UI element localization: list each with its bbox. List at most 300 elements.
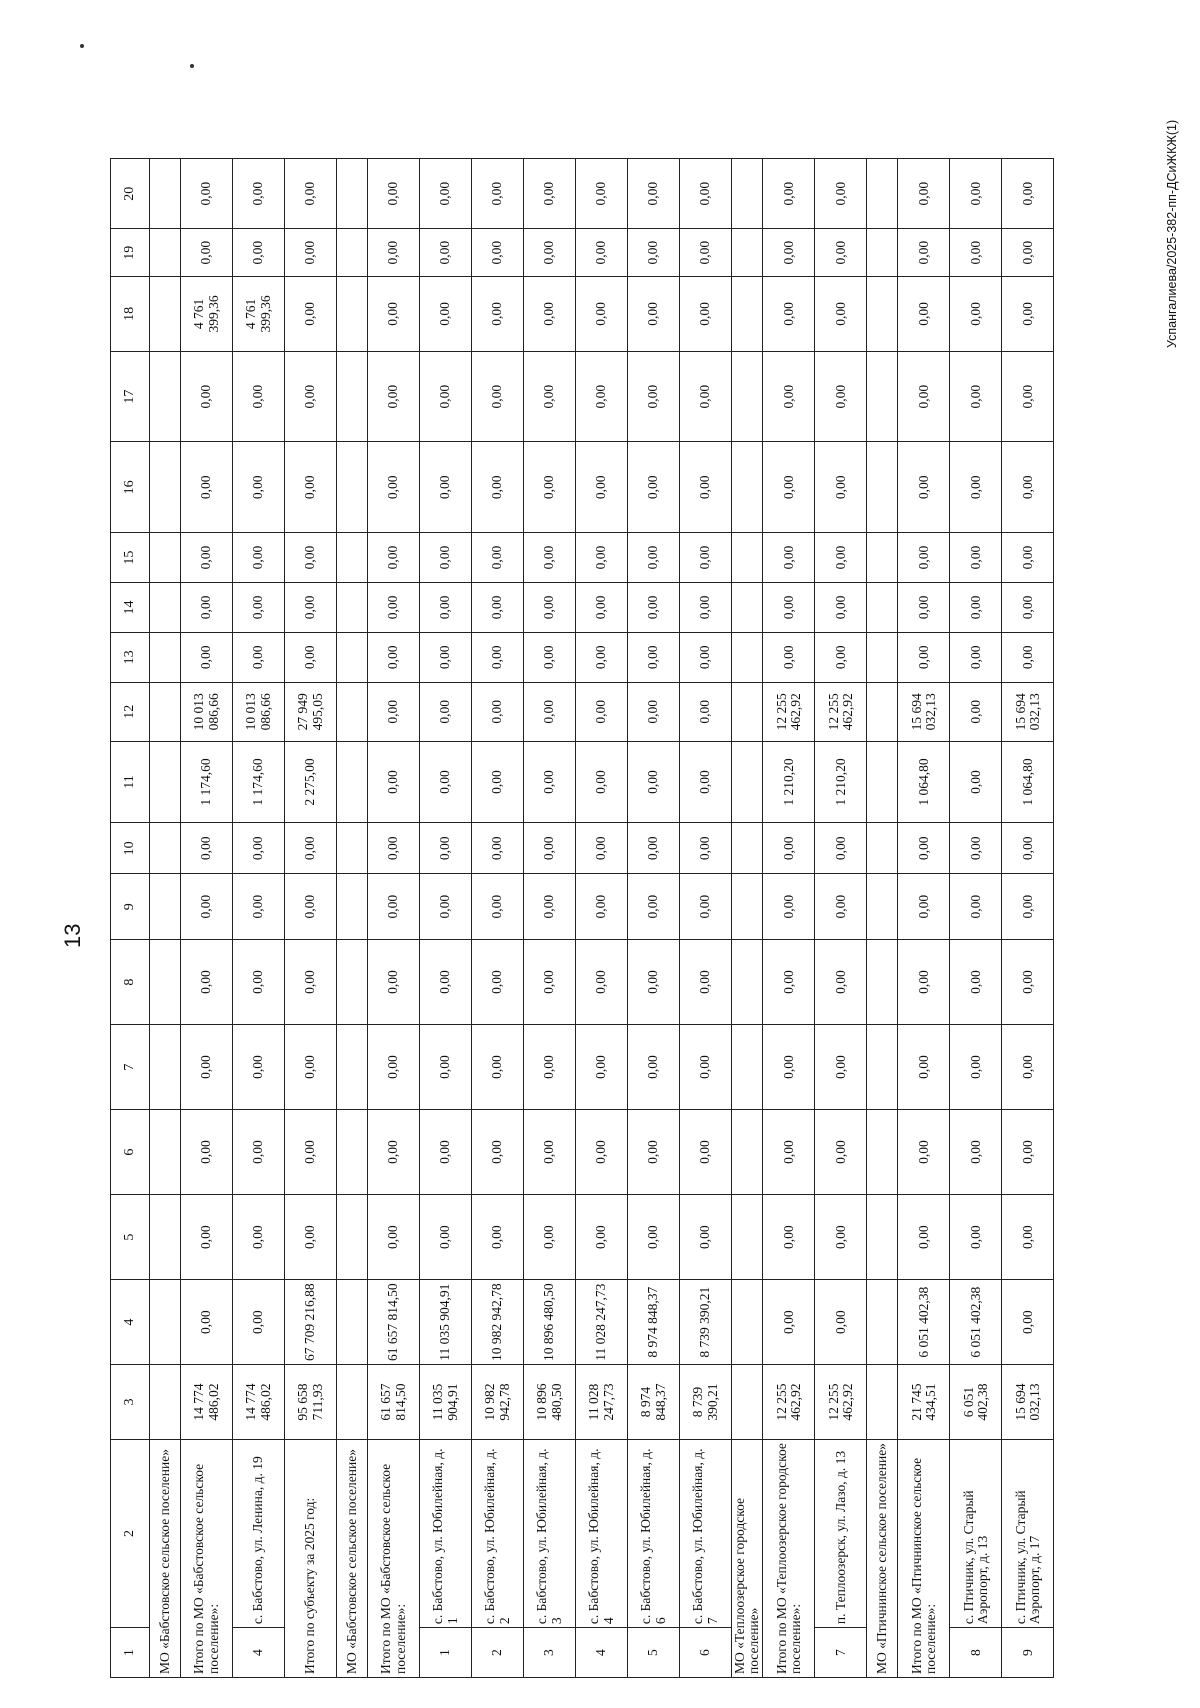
value-cell: 0,00 <box>628 229 680 277</box>
empty-cell <box>732 159 763 229</box>
value-cell: 0,00 <box>628 583 680 633</box>
value-cell: 0,00 <box>898 1110 950 1195</box>
value-cell: 0,00 <box>472 351 524 442</box>
value-cell: 0,00 <box>420 874 472 940</box>
empty-cell <box>732 1195 763 1280</box>
value-cell: 95 658 711,93 <box>285 1365 337 1440</box>
value-cell: 0,00 <box>524 351 576 442</box>
value-cell: 0,00 <box>763 277 815 352</box>
empty-cell <box>150 1025 181 1110</box>
value-cell: 11 028 247,73 <box>576 1280 628 1365</box>
value-cell: 0,00 <box>680 159 732 229</box>
value-cell: 0,00 <box>898 823 950 874</box>
empty-cell <box>337 682 368 741</box>
value-cell: 0,00 <box>1002 277 1054 352</box>
value-cell: 0,00 <box>950 159 1002 229</box>
value-cell: 0,00 <box>420 277 472 352</box>
value-cell: 0,00 <box>763 1025 815 1110</box>
value-cell: 0,00 <box>815 159 867 229</box>
address-cell: п. Теплоозерск, ул. Лазо, д. 13 <box>815 1439 867 1627</box>
value-cell: 0,00 <box>763 940 815 1025</box>
value-cell: 6 051 402,38 <box>898 1280 950 1365</box>
value-cell: 0,00 <box>368 277 420 352</box>
value-cell: 0,00 <box>628 351 680 442</box>
value-cell: 0,00 <box>524 583 576 633</box>
value-cell: 0,00 <box>628 159 680 229</box>
value-cell: 0,00 <box>285 442 337 533</box>
value-cell: 0,00 <box>950 1195 1002 1280</box>
value-cell: 0,00 <box>680 442 732 533</box>
value-cell: 0,00 <box>628 682 680 741</box>
value-cell: 0,00 <box>763 442 815 533</box>
value-cell: 0,00 <box>1002 1110 1054 1195</box>
empty-cell <box>867 583 898 633</box>
value-cell: 0,00 <box>472 159 524 229</box>
value-cell: 0,00 <box>181 632 233 682</box>
value-cell: 1 064,80 <box>1002 741 1054 823</box>
value-cell: 0,00 <box>233 1025 285 1110</box>
header-cell: 15 <box>111 533 150 583</box>
table-row <box>815 159 867 1678</box>
value-cell: 0,00 <box>680 351 732 442</box>
header-cell: 20 <box>111 159 150 229</box>
address-cell: с. Бабстово, ул. Юбилейная, д. 4 <box>576 1439 628 1627</box>
value-cell: 8 739 390,21 <box>680 1280 732 1365</box>
header-cell: 13 <box>111 632 150 682</box>
value-cell: 0,00 <box>368 583 420 633</box>
value-cell: 0,00 <box>420 533 472 583</box>
value-cell: 0,00 <box>524 533 576 583</box>
total-label: Итого по МО «Птичнинское сельское поселение»: <box>898 1439 950 1677</box>
value-cell: 0,00 <box>420 940 472 1025</box>
value-cell: 0,00 <box>233 533 285 583</box>
value-cell: 0,00 <box>181 823 233 874</box>
value-cell: 0,00 <box>420 229 472 277</box>
value-cell: 0,00 <box>524 229 576 277</box>
section-title: МО «Бабстовское сельское поселение» <box>150 1439 181 1677</box>
value-cell: 11 035 904,91 <box>420 1365 472 1440</box>
total-label: Итого по МО «Бабстовское сельское поселение»: <box>181 1439 233 1677</box>
section-row <box>337 159 368 1678</box>
value-cell: 0,00 <box>815 533 867 583</box>
empty-cell <box>732 940 763 1025</box>
empty-cell <box>732 741 763 823</box>
empty-cell <box>732 229 763 277</box>
value-cell: 0,00 <box>815 874 867 940</box>
value-cell: 10 896 480,50 <box>524 1365 576 1440</box>
value-cell: 8 739 390,21 <box>680 1365 732 1440</box>
value-cell: 0,00 <box>898 583 950 633</box>
value-cell: 0,00 <box>898 277 950 352</box>
value-cell: 0,00 <box>1002 583 1054 633</box>
value-cell: 0,00 <box>233 823 285 874</box>
header-cell: 5 <box>111 1195 150 1280</box>
value-cell: 14 774 486,02 <box>233 1365 285 1440</box>
row-number: 8 <box>950 1628 1002 1678</box>
table-body <box>111 159 1054 1678</box>
header-cell: 3 <box>111 1365 150 1440</box>
value-cell: 0,00 <box>1002 1025 1054 1110</box>
header-cell: 14 <box>111 583 150 633</box>
empty-cell <box>150 1365 181 1440</box>
value-cell: 0,00 <box>763 533 815 583</box>
value-cell: 0,00 <box>898 940 950 1025</box>
value-cell: 0,00 <box>576 940 628 1025</box>
value-cell: 0,00 <box>472 823 524 874</box>
value-cell: 0,00 <box>576 351 628 442</box>
value-cell: 0,00 <box>576 682 628 741</box>
section-title: МО «Птичнинское сельское поселение» <box>867 1439 898 1677</box>
value-cell: 0,00 <box>233 442 285 533</box>
value-cell: 0,00 <box>233 583 285 633</box>
value-cell: 0,00 <box>181 874 233 940</box>
value-cell: 0,00 <box>524 874 576 940</box>
value-cell: 0,00 <box>680 741 732 823</box>
value-cell: 12 255 462,92 <box>815 682 867 741</box>
value-cell: 0,00 <box>472 583 524 633</box>
value-cell: 0,00 <box>524 823 576 874</box>
value-cell: 0,00 <box>233 1280 285 1365</box>
value-cell: 0,00 <box>285 632 337 682</box>
empty-cell <box>337 1365 368 1440</box>
value-cell: 0,00 <box>181 351 233 442</box>
row-number: 9 <box>1002 1628 1054 1678</box>
value-cell: 0,00 <box>1002 229 1054 277</box>
empty-cell <box>732 823 763 874</box>
total-row <box>898 159 950 1678</box>
empty-cell <box>732 1110 763 1195</box>
section-row <box>150 159 181 1678</box>
value-cell: 0,00 <box>950 632 1002 682</box>
value-cell: 0,00 <box>472 1025 524 1110</box>
value-cell: 0,00 <box>285 351 337 442</box>
value-cell: 0,00 <box>285 277 337 352</box>
value-cell: 0,00 <box>950 874 1002 940</box>
address-cell: с. Птичник, ул. Старый Аэропорт, д. 13 <box>950 1439 1002 1627</box>
value-cell: 0,00 <box>680 682 732 741</box>
value-cell: 0,00 <box>420 1110 472 1195</box>
header-cell: 9 <box>111 874 150 940</box>
value-cell: 0,00 <box>628 1110 680 1195</box>
header-cell: 7 <box>111 1025 150 1110</box>
value-cell: 0,00 <box>472 682 524 741</box>
value-cell: 14 774 486,02 <box>181 1365 233 1440</box>
value-cell: 0,00 <box>285 533 337 583</box>
address-cell: с. Бабстово, ул. Юбилейная, д. 2 <box>472 1439 524 1627</box>
value-cell: 0,00 <box>680 823 732 874</box>
empty-cell <box>337 741 368 823</box>
value-cell: 0,00 <box>285 1110 337 1195</box>
section-title: МО «Теплоозерское городское поселение» <box>732 1439 763 1677</box>
value-cell: 0,00 <box>815 277 867 352</box>
empty-cell <box>337 940 368 1025</box>
row-number: 7 <box>815 1628 867 1678</box>
empty-cell <box>150 1110 181 1195</box>
empty-cell <box>150 741 181 823</box>
value-cell: 0,00 <box>950 1025 1002 1110</box>
empty-cell <box>150 823 181 874</box>
header-cell: 19 <box>111 229 150 277</box>
value-cell: 0,00 <box>815 351 867 442</box>
value-cell: 0,00 <box>680 1110 732 1195</box>
value-cell: 0,00 <box>763 632 815 682</box>
value-cell: 0,00 <box>628 823 680 874</box>
section-row <box>867 159 898 1678</box>
value-cell: 0,00 <box>898 874 950 940</box>
value-cell: 0,00 <box>1002 533 1054 583</box>
value-cell: 0,00 <box>680 533 732 583</box>
value-cell: 0,00 <box>1002 351 1054 442</box>
value-cell: 0,00 <box>763 159 815 229</box>
value-cell: 0,00 <box>472 277 524 352</box>
value-cell: 0,00 <box>233 159 285 229</box>
value-cell: 0,00 <box>524 632 576 682</box>
empty-cell <box>867 632 898 682</box>
value-cell: 0,00 <box>524 442 576 533</box>
value-cell: 0,00 <box>420 1025 472 1110</box>
value-cell: 0,00 <box>368 1025 420 1110</box>
value-cell: 0,00 <box>950 277 1002 352</box>
section-row <box>732 159 763 1678</box>
value-cell: 0,00 <box>524 277 576 352</box>
value-cell: 0,00 <box>815 1025 867 1110</box>
value-cell: 4 761 399,36 <box>233 277 285 352</box>
value-cell: 0,00 <box>1002 1195 1054 1280</box>
value-cell: 0,00 <box>898 442 950 533</box>
header-cell: 2 <box>111 1439 150 1627</box>
value-cell: 0,00 <box>285 229 337 277</box>
empty-cell <box>732 1025 763 1110</box>
value-cell: 0,00 <box>524 741 576 823</box>
value-cell: 0,00 <box>763 1195 815 1280</box>
empty-cell <box>867 229 898 277</box>
value-cell: 0,00 <box>420 351 472 442</box>
value-cell: 0,00 <box>368 940 420 1025</box>
value-cell: 0,00 <box>680 277 732 352</box>
empty-cell <box>150 1195 181 1280</box>
table-row <box>950 159 1002 1678</box>
value-cell: 11 028 247,73 <box>576 1365 628 1440</box>
empty-cell <box>337 823 368 874</box>
value-cell: 0,00 <box>368 159 420 229</box>
value-cell: 0,00 <box>628 1025 680 1110</box>
value-cell: 0,00 <box>898 229 950 277</box>
value-cell: 1 064,80 <box>898 741 950 823</box>
table-header-row <box>111 159 150 1678</box>
empty-cell <box>337 1025 368 1110</box>
value-cell: 0,00 <box>233 1110 285 1195</box>
value-cell: 21 745 434,51 <box>898 1365 950 1440</box>
value-cell: 0,00 <box>628 442 680 533</box>
value-cell: 0,00 <box>368 1195 420 1280</box>
value-cell: 0,00 <box>420 823 472 874</box>
value-cell: 0,00 <box>576 159 628 229</box>
table-row <box>628 159 680 1678</box>
row-number: 2 <box>472 1628 524 1678</box>
value-cell: 67 709 216,88 <box>285 1280 337 1365</box>
table-wrapper <box>110 158 1054 1678</box>
empty-cell <box>150 533 181 583</box>
value-cell: 0,00 <box>472 741 524 823</box>
value-cell: 0,00 <box>524 159 576 229</box>
value-cell: 15 694 032,13 <box>1002 682 1054 741</box>
capital-repair-table <box>110 158 1054 1678</box>
value-cell: 0,00 <box>181 583 233 633</box>
total-row <box>181 159 233 1678</box>
value-cell: 0,00 <box>628 1195 680 1280</box>
empty-cell <box>150 442 181 533</box>
value-cell: 0,00 <box>898 1025 950 1110</box>
value-cell: 0,00 <box>950 442 1002 533</box>
empty-cell <box>867 533 898 583</box>
value-cell: 10 013 086,66 <box>233 682 285 741</box>
value-cell: 0,00 <box>628 533 680 583</box>
value-cell: 0,00 <box>524 940 576 1025</box>
value-cell: 0,00 <box>233 351 285 442</box>
empty-cell <box>337 1195 368 1280</box>
value-cell: 0,00 <box>368 442 420 533</box>
value-cell: 0,00 <box>233 1195 285 1280</box>
value-cell: 0,00 <box>420 682 472 741</box>
empty-cell <box>337 1280 368 1365</box>
value-cell: 10 013 086,66 <box>181 682 233 741</box>
value-cell: 0,00 <box>285 1025 337 1110</box>
table-row <box>233 159 285 1678</box>
value-cell: 0,00 <box>472 1110 524 1195</box>
empty-cell <box>337 583 368 633</box>
value-cell: 0,00 <box>815 1110 867 1195</box>
page-number: 13 <box>60 923 85 948</box>
value-cell: 0,00 <box>763 1110 815 1195</box>
value-cell: 0,00 <box>285 823 337 874</box>
value-cell: 10 896 480,50 <box>524 1280 576 1365</box>
value-cell: 0,00 <box>576 1195 628 1280</box>
row-number: 4 <box>233 1628 285 1678</box>
value-cell: 0,00 <box>576 533 628 583</box>
value-cell: 0,00 <box>950 823 1002 874</box>
value-cell: 1 174,60 <box>181 741 233 823</box>
value-cell: 0,00 <box>950 682 1002 741</box>
empty-cell <box>337 351 368 442</box>
value-cell: 0,00 <box>680 229 732 277</box>
total-label: Итого по МО «Бабстовское сельское поселение»: <box>368 1439 420 1677</box>
value-cell: 0,00 <box>680 1025 732 1110</box>
value-cell: 0,00 <box>1002 874 1054 940</box>
value-cell: 0,00 <box>628 277 680 352</box>
row-number: 1 <box>420 1628 472 1678</box>
value-cell: 0,00 <box>815 1280 867 1365</box>
value-cell: 0,00 <box>1002 442 1054 533</box>
table-row <box>576 159 628 1678</box>
value-cell: 0,00 <box>576 1025 628 1110</box>
value-cell: 0,00 <box>181 229 233 277</box>
value-cell: 0,00 <box>285 159 337 229</box>
value-cell: 0,00 <box>950 583 1002 633</box>
value-cell: 0,00 <box>950 1110 1002 1195</box>
row-number: 6 <box>680 1628 732 1678</box>
value-cell: 0,00 <box>763 583 815 633</box>
empty-cell <box>337 632 368 682</box>
value-cell: 0,00 <box>181 159 233 229</box>
value-cell: 0,00 <box>472 874 524 940</box>
value-cell: 15 694 032,13 <box>898 682 950 741</box>
empty-cell <box>867 823 898 874</box>
value-cell: 0,00 <box>950 940 1002 1025</box>
value-cell: 10 982 942,78 <box>472 1365 524 1440</box>
header-cell: 8 <box>111 940 150 1025</box>
empty-cell <box>867 1195 898 1280</box>
empty-cell <box>150 874 181 940</box>
value-cell: 0,00 <box>815 229 867 277</box>
value-cell: 0,00 <box>1002 940 1054 1025</box>
value-cell: 4 761 399,36 <box>181 277 233 352</box>
empty-cell <box>732 351 763 442</box>
address-cell: с. Бабстово, ул. Ленина, д. 19 <box>233 1439 285 1627</box>
value-cell: 0,00 <box>576 823 628 874</box>
empty-cell <box>150 940 181 1025</box>
empty-cell <box>732 874 763 940</box>
value-cell: 0,00 <box>628 741 680 823</box>
value-cell: 0,00 <box>1002 1280 1054 1365</box>
empty-cell <box>150 351 181 442</box>
value-cell: 1 210,20 <box>815 741 867 823</box>
value-cell: 0,00 <box>420 1195 472 1280</box>
value-cell: 6 051 402,38 <box>950 1280 1002 1365</box>
value-cell: 0,00 <box>181 533 233 583</box>
empty-cell <box>867 741 898 823</box>
empty-cell <box>337 159 368 229</box>
value-cell: 0,00 <box>368 741 420 823</box>
header-cell: 17 <box>111 351 150 442</box>
value-cell: 0,00 <box>576 741 628 823</box>
empty-cell <box>150 159 181 229</box>
value-cell: 0,00 <box>368 1110 420 1195</box>
value-cell: 61 657 814,50 <box>368 1280 420 1365</box>
value-cell: 1 174,60 <box>233 741 285 823</box>
empty-cell <box>732 1280 763 1365</box>
table-row <box>524 159 576 1678</box>
document-reference: Успангалиева/2025-382-пп-ДСиЖКЖ(1) <box>1165 119 1179 348</box>
value-cell: 0,00 <box>524 1110 576 1195</box>
empty-cell <box>867 1280 898 1365</box>
value-cell: 0,00 <box>763 1280 815 1365</box>
empty-cell <box>867 1365 898 1440</box>
value-cell: 0,00 <box>472 632 524 682</box>
empty-cell <box>867 1110 898 1195</box>
value-cell: 10 982 942,78 <box>472 1280 524 1365</box>
empty-cell <box>337 533 368 583</box>
value-cell: 0,00 <box>1002 823 1054 874</box>
value-cell: 0,00 <box>680 940 732 1025</box>
table-row <box>680 159 732 1678</box>
table-row <box>420 159 472 1678</box>
value-cell: 0,00 <box>285 583 337 633</box>
value-cell: 27 949 495,05 <box>285 682 337 741</box>
value-cell: 15 694 032,13 <box>1002 1365 1054 1440</box>
value-cell: 0,00 <box>815 940 867 1025</box>
value-cell: 0,00 <box>420 632 472 682</box>
value-cell: 0,00 <box>368 632 420 682</box>
value-cell: 0,00 <box>576 442 628 533</box>
empty-cell <box>150 277 181 352</box>
value-cell: 0,00 <box>680 583 732 633</box>
value-cell: 11 035 904,91 <box>420 1280 472 1365</box>
total-row <box>368 159 420 1678</box>
total-row <box>285 159 337 1678</box>
value-cell: 0,00 <box>181 940 233 1025</box>
empty-cell <box>867 277 898 352</box>
empty-cell <box>150 682 181 741</box>
